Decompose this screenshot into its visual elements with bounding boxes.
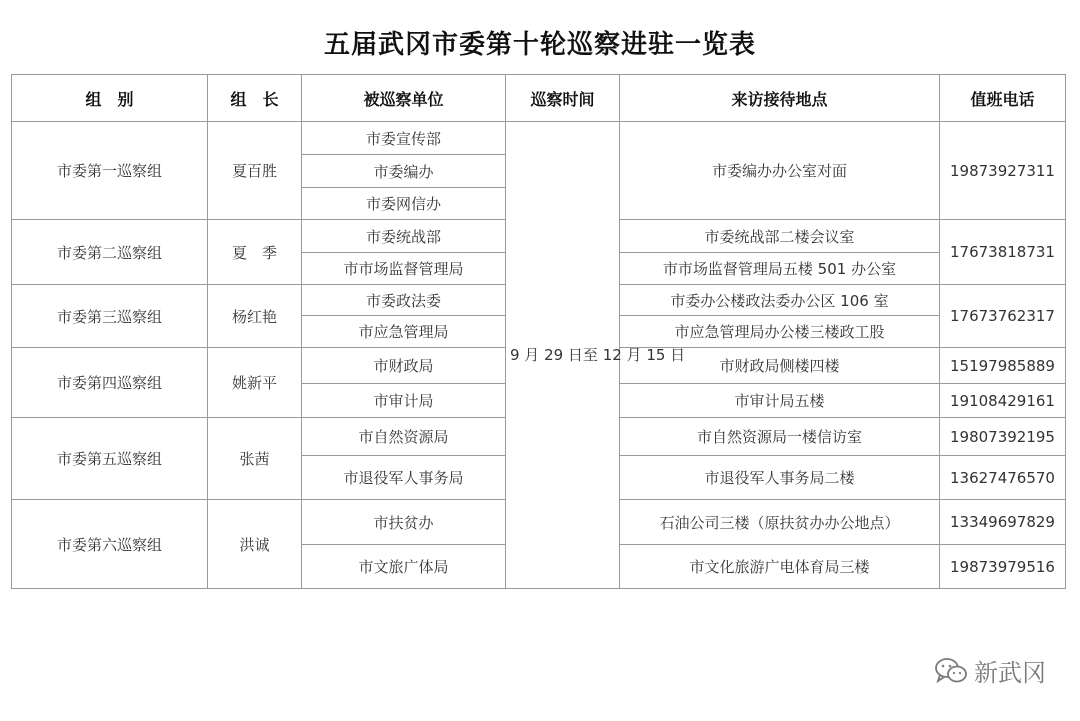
group-name: 市委第五巡察组 — [12, 418, 208, 500]
header-unit: 被巡察单位 — [302, 75, 506, 122]
group-leader: 夏百胜 — [208, 122, 302, 220]
header-time: 巡察时间 — [506, 75, 620, 122]
reception-location: 市财政局侧楼四楼 — [620, 348, 940, 384]
inspected-unit: 市文旅广体局 — [302, 545, 506, 589]
group-leader: 张茜 — [208, 418, 302, 500]
group-name: 市委第四巡察组 — [12, 348, 208, 418]
inspected-unit: 市委政法委 — [302, 285, 506, 316]
duty-phone: 19807392195 — [940, 418, 1066, 456]
page-title: 五届武冈市委第十轮巡察进驻一览表 — [323, 30, 756, 60]
group-name: 市委第三巡察组 — [12, 285, 208, 348]
duty-phone: 19108429161 — [940, 384, 1066, 418]
group-leader: 姚新平 — [208, 348, 302, 418]
duty-phone: 13349697829 — [940, 500, 1066, 545]
duty-phone: 17673818731 — [940, 220, 1066, 285]
reception-location: 市自然资源局一楼信访室 — [620, 418, 940, 456]
table-row — [12, 122, 1066, 155]
group-leader: 杨红艳 — [208, 285, 302, 348]
watermark — [934, 653, 1046, 688]
inspection-table — [11, 74, 1066, 589]
reception-location: 市委办公楼政法委办公区 106 室 — [620, 285, 940, 316]
group-name: 市委第一巡察组 — [12, 122, 208, 220]
duty-phone: 13627476570 — [940, 456, 1066, 500]
inspected-unit: 市审计局 — [302, 384, 506, 418]
inspected-unit: 市市场监督管理局 — [302, 253, 506, 285]
reception-location: 市审计局五楼 — [620, 384, 940, 418]
header-group: 组 别 — [12, 75, 208, 122]
reception-location: 市文化旅游广电体育局三楼 — [620, 545, 940, 589]
inspected-unit: 市退役军人事务局 — [302, 456, 506, 500]
inspected-unit: 市委网信办 — [302, 188, 506, 220]
inspection-time: 9 月 29 日至 12 月 15 日 — [506, 122, 620, 589]
reception-location: 市应急管理局办公楼三楼政工股 — [620, 316, 940, 348]
reception-location: 市市场监督管理局五楼 501 办公室 — [620, 253, 940, 285]
watermark-text: 新武冈 — [974, 659, 1046, 687]
inspected-unit: 市应急管理局 — [302, 316, 506, 348]
inspected-unit: 市委编办 — [302, 155, 506, 188]
header-row — [12, 75, 1066, 122]
inspected-unit: 市委统战部 — [302, 220, 506, 253]
inspected-unit: 市委宣传部 — [302, 122, 506, 155]
header-phone: 值班电话 — [940, 75, 1066, 122]
header-location: 来访接待地点 — [620, 75, 940, 122]
group-leader: 夏 季 — [208, 220, 302, 285]
reception-location: 市退役军人事务局二楼 — [620, 456, 940, 500]
reception-location: 市委编办办公室对面 — [620, 122, 940, 220]
inspected-unit: 市自然资源局 — [302, 418, 506, 456]
duty-phone: 19873927311 — [940, 122, 1066, 220]
wechat-icon — [934, 656, 968, 686]
duty-phone: 15197985889 — [940, 348, 1066, 384]
reception-location: 石油公司三楼（原扶贫办办公地点） — [620, 500, 940, 545]
inspected-unit: 市财政局 — [302, 348, 506, 384]
group-leader: 洪诚 — [208, 500, 302, 589]
duty-phone: 17673762317 — [940, 285, 1066, 348]
inspected-unit: 市扶贫办 — [302, 500, 506, 545]
reception-location: 市委统战部二楼会议室 — [620, 220, 940, 253]
group-name: 市委第六巡察组 — [12, 500, 208, 589]
header-leader: 组 长 — [208, 75, 302, 122]
group-name: 市委第二巡察组 — [12, 220, 208, 285]
duty-phone: 19873979516 — [940, 545, 1066, 589]
